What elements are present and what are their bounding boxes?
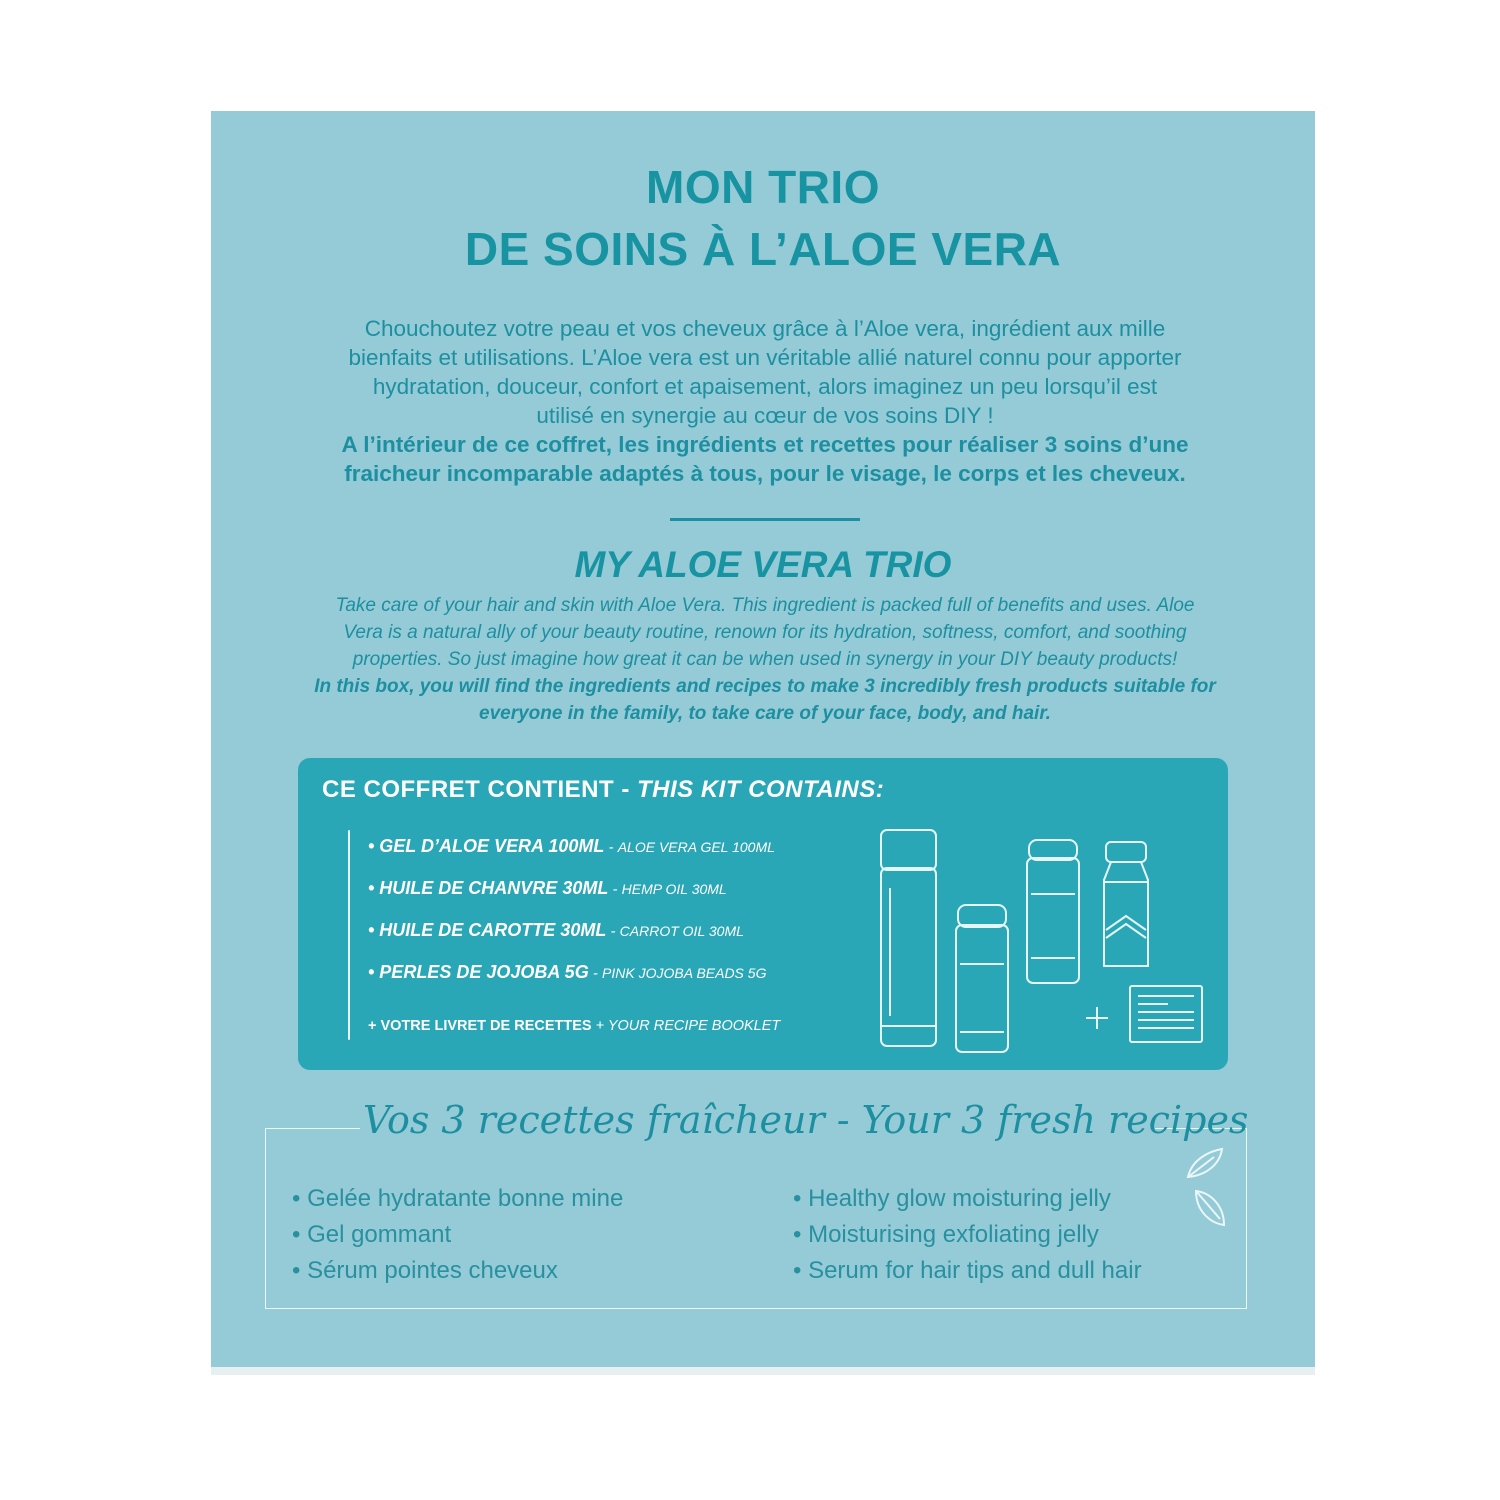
kit-footer — [368, 1018, 780, 1034]
kit-item-separator: - — [588, 965, 603, 982]
english-line: properties. So just imagine how great it can be when used in synergy in your DIY beauty products! — [352, 649, 1178, 670]
kit-item — [368, 920, 744, 941]
package-shadow — [211, 1367, 1315, 1375]
kit-item-fr: • HUILE DE CAROTTE 30ML — [368, 920, 607, 940]
leaves-icon — [1182, 1145, 1232, 1235]
intro-fr-line: utilisé en synergie au cœur de vos soins DIY ! — [536, 403, 994, 428]
kit-list-bar — [348, 830, 350, 1040]
section-divider — [670, 518, 860, 521]
kit-item-en: CARROT OIL 30ML — [619, 923, 744, 939]
english-body — [265, 592, 1265, 727]
recipes-frame-top-left — [265, 1128, 360, 1129]
kit-item-fr: • PERLES DE JOJOBA 5G — [368, 962, 589, 982]
english-line: Take care of your hair and skin with Aloe Vera. This ingredient is packed full of benefits and uses. Aloe — [335, 595, 1195, 616]
kit-item-en: PINK JOJOBA BEADS 5G — [602, 965, 767, 981]
recipe-item-fr: • Gelée hydratante bonne mine — [292, 1185, 624, 1212]
recipes-list-fr — [292, 1181, 623, 1289]
kit-title-fr: CE COFFRET CONTIENT - — [322, 776, 637, 803]
kit-item-fr: • HUILE DE CHANVRE 30ML — [368, 878, 609, 898]
kit-item-separator: - — [608, 881, 622, 898]
english-title: MY ALOE VERA TRIO — [574, 544, 952, 585]
kit-title — [322, 776, 884, 804]
english-bold-line: everyone in the family, to take care of your face, body, and hair. — [479, 703, 1051, 724]
intro-fr — [265, 314, 1265, 488]
intro-fr-line: Chouchoutez votre peau et vos cheveux grâce à l’Aloe vera, ingrédient aux mille — [364, 316, 1166, 341]
recipes-title: Vos 3 recettes fraîcheur - Your 3 fresh recipes — [363, 1098, 1249, 1142]
recipe-item-fr: • Gel gommant — [292, 1221, 452, 1248]
kit-contents-panel — [298, 758, 1228, 1070]
kit-title-en: THIS KIT CONTAINS: — [636, 776, 885, 803]
intro-fr-bold-line: fraicheur incomparable adaptés à tous, pour le visage, le corps et les cheveux. — [344, 461, 1186, 486]
kit-item-separator: - — [606, 923, 620, 940]
kit-item — [368, 836, 775, 857]
heading-line-2: DE SOINS À L’ALOE VERA — [464, 223, 1062, 275]
kit-item-en: HEMP OIL 30ML — [621, 881, 727, 897]
plus-icon — [1086, 1007, 1108, 1029]
kit-footer-en: + YOUR RECIPE BOOKLET — [591, 1018, 781, 1034]
vial-icon — [1104, 842, 1148, 966]
english-line: Vera is a natural ally of your beauty routine, renown for its hydration, softness, comfort, and soothing — [343, 622, 1187, 643]
recipe-item-fr: • Sérum pointes cheveux — [292, 1257, 558, 1284]
bottle-tall-icon — [881, 830, 936, 1046]
bottle-short-icon — [956, 905, 1008, 1052]
recipe-item-en: • Serum for hair tips and dull hair — [793, 1257, 1142, 1284]
jar-icon — [1027, 840, 1079, 983]
recipes-list-en — [793, 1181, 1142, 1289]
kit-item — [368, 878, 727, 899]
kit-item-en: ALOE VERA GEL 100ML — [617, 839, 775, 855]
kit-illustration — [868, 818, 1218, 1058]
kit-footer-fr: + VOTRE LIVRET DE RECETTES — [368, 1018, 592, 1034]
kit-item-fr: • GEL D’ALOE VERA 100ML — [368, 836, 605, 856]
intro-fr-bold-line: A l’intérieur de ce coffret, les ingrédients et recettes pour réaliser 3 soins d’une — [341, 432, 1189, 457]
booklet-icon — [1130, 986, 1202, 1042]
recipe-item-en: • Moisturising exfoliating jelly — [793, 1221, 1099, 1248]
recipe-item-en: • Healthy glow moisturing jelly — [793, 1185, 1111, 1212]
kit-item-separator: - — [604, 839, 618, 856]
heading-line-1: MON TRIO — [646, 161, 880, 213]
kit-item — [368, 962, 766, 983]
english-bold-line: In this box, you will find the ingredients and recipes to make 3 incredibly fresh products suitable for — [314, 676, 1216, 697]
intro-fr-line: hydratation, douceur, confort et apaisement, alors imaginez un peu lorsqu’il est — [372, 374, 1158, 399]
intro-fr-line: bienfaits et utilisations. L’Aloe vera est un véritable allié naturel connu pour apporter — [348, 345, 1182, 370]
